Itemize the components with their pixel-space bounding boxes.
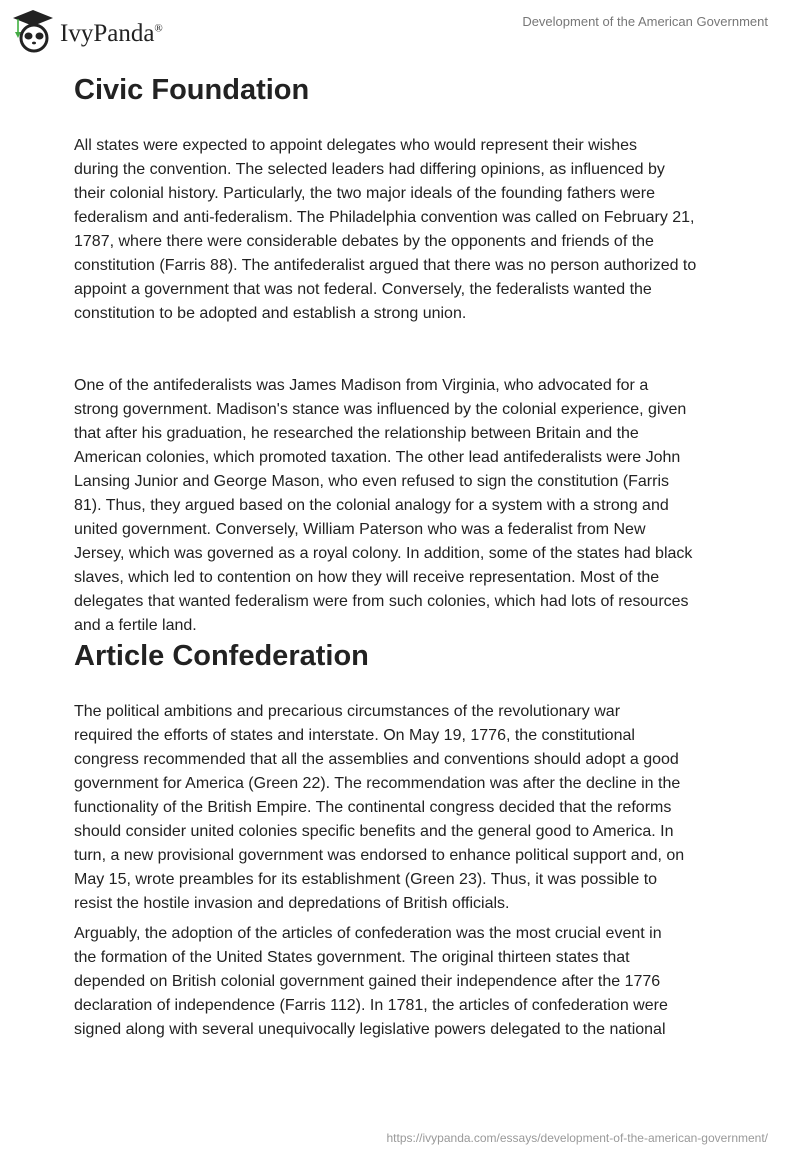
paragraph: The political ambitions and precarious circumstances of the revolutionary war required the efforts of states and interstate. On May 19, 1776, the constitutional congress recommended that all the assemblies and conventions should adopt a good government for America (Green 22). The recommendation was after the decline in the functionality of the British Empire. The continental congress decided that the reforms should consider united colonies specific benefits and the general good to America. In turn, a new provisional government was endorsed to enhance political support and, on May 15, wrote preambles for its establishment (Green 23). Thus, it was possible to resist the hostile invasion and depredations of British officials. (74, 703, 685, 912)
document-title: Development of the American Government (522, 14, 768, 29)
section-heading-article-confederation: Article Confederation (74, 640, 369, 672)
paragraph: All states were expected to appoint delegates who would represent their wishes during the convention. The selected leaders had differing opinions, as influenced by their colonial history. Particularly, the two major ideals of the founding fathers were federalism and anti-federalism. The Philadelphia convention was called on February 21, 1787, where there were considerable debates by the opponents and friends of the constitution (Farris 88). The antifederalist argued that there was no person authorized to appoint a government that was not federal. Conversely, the federalists wanted the constitution to be adopted and establish a strong union. (74, 137, 697, 322)
paragraph: Arguably, the adoption of the articles of confederation was the most crucial event in the formation of the United States government. The original thirteen states that depended on British colonial government gained their independence after the 1776 declaration of independence (Farris 112). In 1781, the articles of confederation were signed along with several unequivocally legislative powers delegated to the national (74, 925, 668, 1038)
panda-graduate-icon (12, 8, 54, 54)
source-url[interactable]: https://ivypanda.com/essays/development-of-the-american-government/ (386, 1131, 768, 1145)
section-heading-civic-foundation: Civic Foundation (74, 74, 310, 106)
paragraph: One of the antifederalists was James Madison from Virginia, who advocated for a strong government. Madison's stance was influenced by the colonial experience, given that after his graduation, he researched the relationship between Britain and the American colonies, which promoted taxation. The other lead antifederalists were John Lansing Junior and George Mason, who even refused to sign the constitution (Farris 81). Thus, they argued based on the colonial analogy for a system with a strong and united government. Conversely, William Paterson who was a federalist from New Jersey, which was governed as a royal colony. In addition, some of the states had black slaves, which led to contention on how they will receive representation. Most of the delegates that wanted federalism were from such colonies, which had lots of resources and a fertile land. (74, 377, 693, 634)
logo-text: IvyPanda (60, 20, 155, 47)
registered-mark: ® (154, 22, 163, 35)
ivypanda-logo[interactable] (12, 8, 163, 54)
